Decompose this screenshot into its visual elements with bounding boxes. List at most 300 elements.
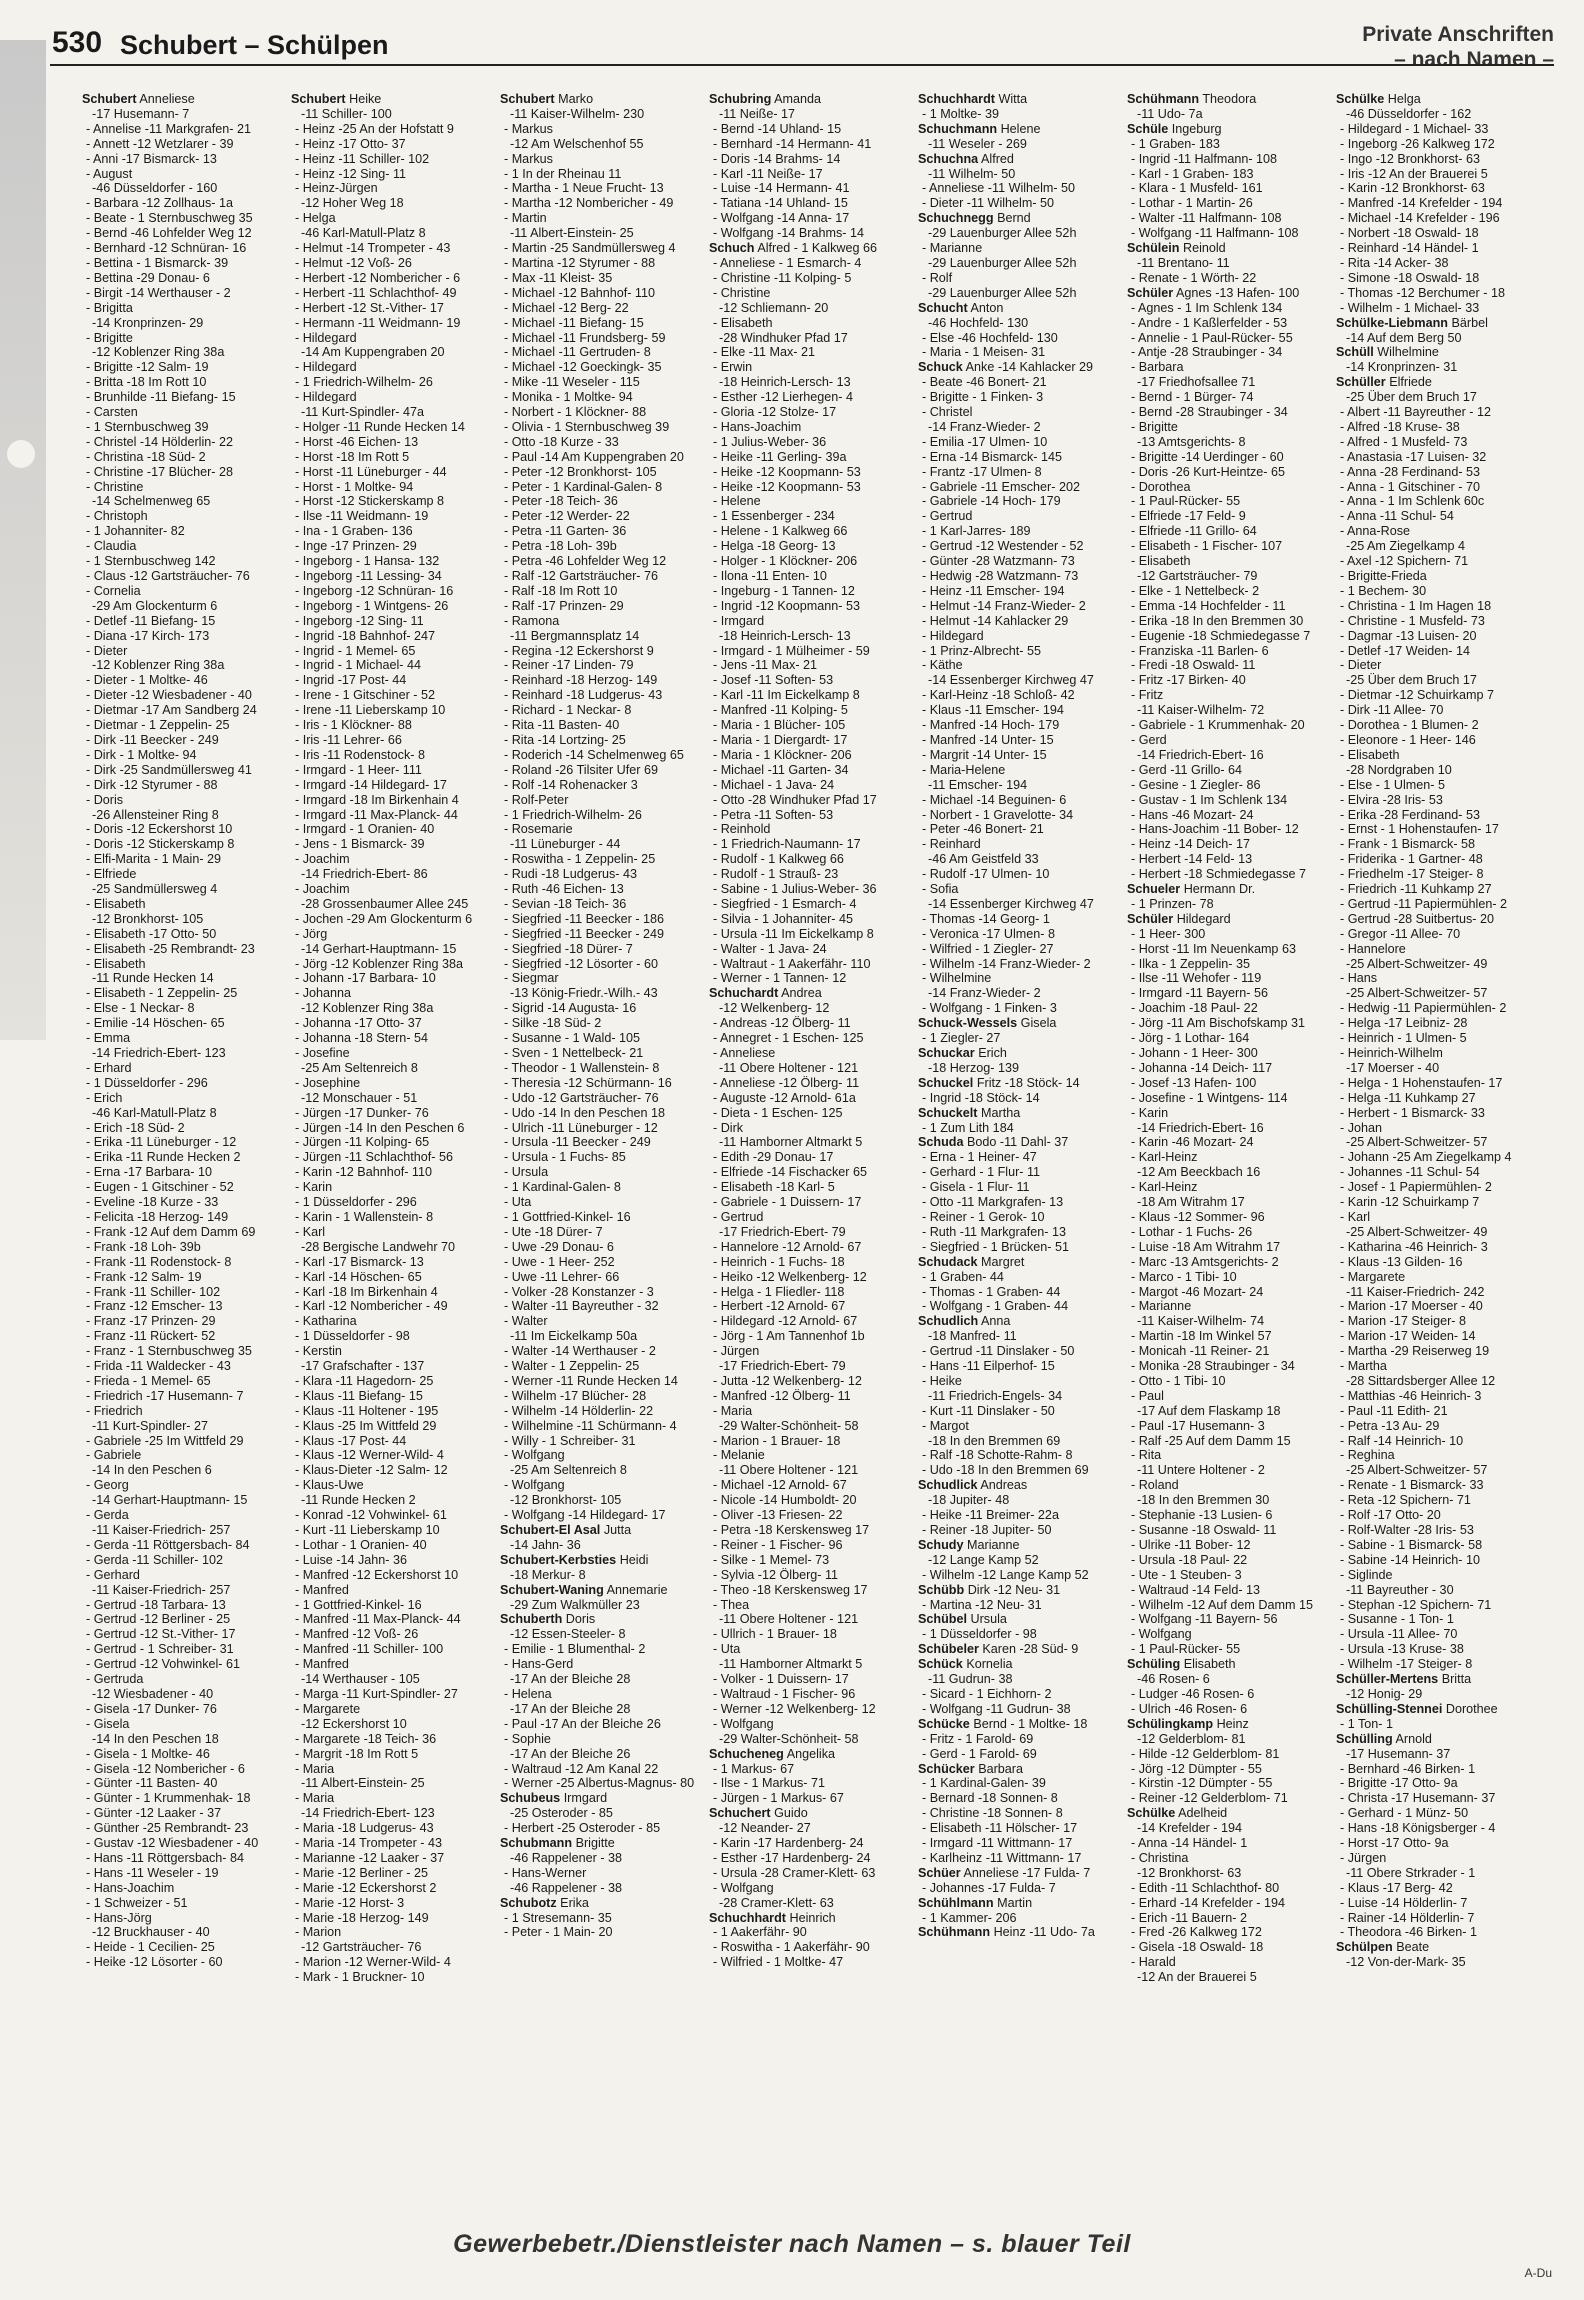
directory-entry bbox=[82, 1344, 287, 1359]
directory-entry bbox=[1127, 897, 1332, 912]
directory-entry bbox=[1336, 1240, 1541, 1255]
entry-text: - Ursula -11 Allee- 70 bbox=[1340, 1627, 1458, 1642]
entry-text: - Gerhard - 1 Flur- 11 bbox=[922, 1165, 1041, 1180]
directory-entry bbox=[918, 450, 1123, 465]
directory-entry bbox=[500, 986, 705, 1001]
directory-entry bbox=[1127, 971, 1332, 986]
entry-text: - Jörg -12 Dümpter - 55 bbox=[1131, 1761, 1262, 1776]
entry-text: - Uta bbox=[713, 1642, 741, 1657]
directory-entry bbox=[1127, 808, 1332, 823]
directory-entry bbox=[500, 211, 705, 226]
entry-surname: Schubert bbox=[82, 92, 137, 106]
directory-entry bbox=[82, 122, 287, 137]
directory-entry bbox=[500, 1627, 705, 1642]
directory-entry bbox=[1336, 1299, 1541, 1314]
directory-entry bbox=[82, 957, 287, 972]
directory-entry bbox=[1127, 1180, 1332, 1195]
directory-entry bbox=[500, 688, 705, 703]
entry-text: -12 Gartsträucher- 79 bbox=[1137, 569, 1258, 583]
directory-entry bbox=[82, 450, 287, 465]
entry-text: -11 Gudrun- 38 bbox=[928, 1672, 1013, 1687]
directory-entry bbox=[291, 882, 496, 897]
entry-text: - Gertrud - 1 Schreiber- 31 bbox=[86, 1642, 234, 1657]
directory-entry bbox=[1336, 1210, 1541, 1225]
entry-text: - Gerda -11 Röttgersbach- 84 bbox=[86, 1537, 250, 1552]
directory-entry bbox=[291, 1762, 496, 1777]
directory-entry bbox=[82, 1538, 287, 1553]
directory-entry bbox=[500, 1896, 705, 1911]
entry-text: - Wolfgang bbox=[1131, 1627, 1192, 1642]
entry-text: - Karin -46 Mozart- 24 bbox=[1131, 1135, 1254, 1150]
entry-text: -12 Koblenzer Ring 38a bbox=[92, 658, 225, 673]
entry-text: - Karin - 1 Wallenstein- 8 bbox=[295, 1209, 434, 1224]
directory-entry bbox=[291, 256, 496, 271]
entry-text: - Rudolf -17 Ulmen- 10 bbox=[922, 867, 1050, 882]
entry-text: -14 Krefelder - 194 bbox=[1137, 1821, 1243, 1836]
entry-text: - Hedwig -28 Watzmann- 73 bbox=[922, 569, 1079, 583]
directory-entry bbox=[82, 673, 287, 688]
entry-text: - Werner -25 Albertus-Magnus- 80 bbox=[504, 1776, 695, 1791]
entry-text: - Wilhelm -14 Hölderlin- 22 bbox=[504, 1403, 654, 1418]
entry-text: - Siglinde bbox=[1340, 1567, 1393, 1582]
directory-entry bbox=[500, 480, 705, 495]
directory-entry bbox=[709, 957, 914, 972]
entry-text: - Wilhelmine -11 Schürmann- 4 bbox=[504, 1418, 677, 1433]
directory-entry bbox=[1127, 1448, 1332, 1463]
directory-entry bbox=[1127, 286, 1332, 301]
entry-text: -11 Schiller- 100 bbox=[301, 106, 392, 121]
directory-entry bbox=[709, 1612, 914, 1627]
entry-text: Ingeburg bbox=[1171, 121, 1222, 136]
directory-entry bbox=[709, 1568, 914, 1583]
entry-text: - Rolf -17 Otto- 20 bbox=[1340, 1508, 1441, 1523]
directory-entry bbox=[500, 1523, 705, 1538]
directory-entry bbox=[500, 137, 705, 152]
entry-text: - Albert -11 Bayreuther - 12 bbox=[1340, 405, 1491, 420]
directory-entry bbox=[709, 316, 914, 331]
directory-entry bbox=[1336, 1508, 1541, 1523]
directory-entry bbox=[500, 703, 705, 718]
entry-text: - Heike -12 Lösorter - 60 bbox=[86, 1955, 223, 1970]
directory-entry bbox=[500, 1478, 705, 1493]
entry-text: - Ingeborg -12 Sing- 11 bbox=[295, 613, 424, 628]
entry-text: - Gerda -11 Schiller- 102 bbox=[86, 1552, 223, 1567]
entry-text: - Brigitta bbox=[86, 300, 133, 315]
entry-surname: Schubmann bbox=[500, 1836, 573, 1851]
directory-entry bbox=[82, 1851, 287, 1866]
entry-text: - Erika -11 Runde Hecken 2 bbox=[86, 1150, 241, 1165]
footer-code: A-Du bbox=[1524, 2266, 1552, 2280]
entry-text: - Hedwig -11 Papiermühlen- 2 bbox=[1340, 1001, 1507, 1016]
directory-entry bbox=[918, 1627, 1123, 1642]
entry-text: - Michael -12 Bahnhof- 110 bbox=[504, 285, 655, 300]
entry-text: - Frank -11 Rodenstock- 8 bbox=[86, 1254, 232, 1269]
entry-text: -12 Honig- 29 bbox=[1346, 1686, 1423, 1701]
directory-entry bbox=[1336, 554, 1541, 569]
entry-text: - Wilhelm -14 Franz-Wieder- 2 bbox=[922, 956, 1091, 971]
entry-text: - Martin bbox=[504, 211, 547, 226]
directory-entry bbox=[82, 1672, 287, 1687]
directory-entry bbox=[1336, 241, 1541, 256]
entry-text: -11 Untere Holtener - 2 bbox=[1137, 1463, 1265, 1478]
directory-entry bbox=[1127, 1955, 1332, 1970]
directory-entry bbox=[500, 301, 705, 316]
entry-text: - Manfred -11 Kolping- 5 bbox=[713, 703, 848, 718]
entry-text: - Rainer -14 Hölderlin- 7 bbox=[1340, 1910, 1475, 1925]
directory-entry bbox=[918, 942, 1123, 957]
directory-entry bbox=[1336, 1940, 1541, 1955]
directory-entry bbox=[709, 196, 914, 211]
entry-text: - Gisela - 1 Moltke- 46 bbox=[86, 1746, 210, 1761]
directory-entry bbox=[1127, 912, 1332, 927]
punch-hole bbox=[7, 440, 35, 468]
directory-entry bbox=[291, 211, 496, 226]
directory-entry bbox=[291, 1657, 496, 1672]
entry-text: - Gabriele bbox=[86, 1448, 142, 1463]
entry-text: Dorothee bbox=[1445, 1701, 1498, 1716]
directory-entry bbox=[918, 1851, 1123, 1866]
directory-entry bbox=[1336, 1836, 1541, 1851]
entry-text: -29 Lauenburger Allee 52h bbox=[928, 285, 1077, 300]
directory-entry bbox=[500, 971, 705, 986]
entry-text: - Heike -12 Koopmann- 53 bbox=[713, 464, 861, 479]
directory-entry bbox=[82, 92, 287, 107]
directory-entry bbox=[1336, 286, 1541, 301]
entry-text: - Jörg bbox=[295, 926, 328, 941]
entry-text: - Klaus -11 Holtener - 195 bbox=[295, 1403, 439, 1418]
entry-text: - Luise -14 Hermann- 41 bbox=[713, 181, 850, 196]
entry-text: - 1 Sternbuschweg 39 bbox=[86, 419, 209, 434]
entry-text: - Sigrid -14 Augusta- 16 bbox=[504, 1001, 637, 1016]
directory-entry bbox=[291, 793, 496, 808]
directory-entry bbox=[82, 1061, 287, 1076]
entry-text: - Marianne -12 Laaker - 37 bbox=[295, 1850, 445, 1865]
directory-entry bbox=[82, 480, 287, 495]
entry-text: - Karl-Heinz bbox=[1131, 1180, 1198, 1195]
entry-text: - Siegfried -11 Beecker - 186 bbox=[504, 911, 665, 926]
directory-entry bbox=[82, 1598, 287, 1613]
entry-surname: Schueler bbox=[1127, 882, 1181, 897]
entry-text: - Ilona -11 Enten- 10 bbox=[713, 569, 827, 583]
entry-surname: Schübb bbox=[918, 1582, 965, 1597]
entry-text: - Anna-Rose bbox=[1340, 524, 1411, 539]
entry-text: -14 Gerhart-Hauptmann- 15 bbox=[92, 1493, 248, 1508]
entry-text: -18 Heinrich-Lersch- 13 bbox=[719, 628, 851, 643]
entry-surname: Schüer bbox=[918, 1865, 961, 1880]
directory-entry bbox=[500, 1538, 705, 1553]
directory-entry bbox=[709, 599, 914, 614]
entry-surname: Schuck-Wessels bbox=[918, 1016, 1018, 1031]
entry-text: - Jürgen bbox=[1340, 1850, 1387, 1865]
entry-text: - Reta -12 Spichern- 71 bbox=[1340, 1493, 1471, 1508]
directory-entry bbox=[918, 1732, 1123, 1747]
directory-entry bbox=[1336, 1419, 1541, 1434]
directory-entry bbox=[1127, 1389, 1332, 1404]
entry-text: -11 Obere Holtener - 121 bbox=[719, 1060, 859, 1075]
entry-text: - Beate -46 Bonert- 21 bbox=[922, 375, 1047, 390]
entry-text: - Ruth -46 Eichen- 13 bbox=[504, 882, 624, 897]
directory-entry bbox=[1127, 1702, 1332, 1717]
directory-entry bbox=[500, 122, 705, 137]
directory-entry bbox=[709, 1478, 914, 1493]
entry-surname: Schubert-El Asal bbox=[500, 1523, 601, 1537]
directory-entry bbox=[291, 1642, 496, 1657]
entry-text: - Else - 1 Neckar- 8 bbox=[86, 1001, 195, 1016]
directory-entry bbox=[291, 1821, 496, 1836]
entry-text: - Ursula -11 Beecker - 249 bbox=[504, 1135, 651, 1150]
directory-entry bbox=[291, 688, 496, 703]
entry-text: - Karl -17 Bismarck- 13 bbox=[295, 1254, 424, 1269]
directory-entry bbox=[291, 1344, 496, 1359]
entry-text: - Hildegard bbox=[295, 360, 357, 375]
directory-entry bbox=[291, 808, 496, 823]
directory-entry bbox=[1127, 271, 1332, 286]
entry-text: Heike bbox=[349, 92, 382, 106]
entry-text: - Jens - 1 Bismarck- 39 bbox=[295, 837, 425, 852]
entry-text: - Ingeburg - 1 Tannen- 12 bbox=[713, 583, 855, 598]
directory-entry bbox=[709, 1702, 914, 1717]
entry-text: - Reiner -17 Linden- 79 bbox=[504, 658, 634, 673]
entry-text: -11 Udo- 7a bbox=[1137, 106, 1203, 121]
entry-text: - Monika - 1 Moltke- 94 bbox=[504, 390, 633, 405]
directory-entry bbox=[709, 375, 914, 390]
entry-text: - Werner -12 Welkenberg- 12 bbox=[713, 1701, 876, 1716]
entry-text: - Christa -17 Husemann- 37 bbox=[1340, 1791, 1496, 1806]
entry-text: - Klara -11 Hagedorn- 25 bbox=[295, 1373, 434, 1388]
directory-entry bbox=[291, 1046, 496, 1061]
directory-entry bbox=[1127, 1732, 1332, 1747]
directory-entry bbox=[291, 703, 496, 718]
directory-entry bbox=[709, 1210, 914, 1225]
entry-text: - Klara - 1 Musfeld- 161 bbox=[1131, 181, 1263, 196]
directory-entry bbox=[709, 927, 914, 942]
directory-entry bbox=[1127, 435, 1332, 450]
entry-text: - Michael -14 Beguinen- 6 bbox=[922, 792, 1067, 807]
entry-text: Kornelia bbox=[966, 1657, 1013, 1672]
directory-entry bbox=[918, 1791, 1123, 1806]
directory-entry bbox=[291, 181, 496, 196]
directory-entry bbox=[1336, 986, 1541, 1001]
entry-text: - Karin -12 Bahnhof- 110 bbox=[295, 1165, 432, 1180]
directory-entry bbox=[1127, 1925, 1332, 1940]
directory-entry bbox=[918, 1747, 1123, 1762]
entry-text: -11 Obere Strkrader - 1 bbox=[1346, 1865, 1476, 1880]
entry-text: - Reinhold bbox=[713, 822, 771, 837]
entry-text: -11 Obere Holtener - 121 bbox=[719, 1463, 859, 1478]
directory-entry bbox=[500, 1598, 705, 1613]
directory-entry bbox=[1336, 1270, 1541, 1285]
entry-text: - Paul -11 Edith- 21 bbox=[1340, 1403, 1448, 1418]
entry-text: - Reinhard -18 Herzog- 149 bbox=[504, 673, 658, 688]
entry-text: - Helmut -14 Franz-Wieder- 2 bbox=[922, 598, 1086, 613]
directory-entry bbox=[291, 971, 496, 986]
entry-text: - Waltraud - 1 Fischer- 96 bbox=[713, 1686, 856, 1701]
entry-text: - Ramona bbox=[504, 613, 560, 628]
directory-entry bbox=[500, 1463, 705, 1478]
entry-text: -18 In den Bremmen 69 bbox=[928, 1433, 1061, 1448]
directory-entry bbox=[709, 808, 914, 823]
directory-entry bbox=[709, 822, 914, 837]
entry-text: -11 Kaiser-Wilhelm- 72 bbox=[1137, 703, 1265, 718]
directory-entry bbox=[500, 1448, 705, 1463]
directory-entry bbox=[500, 1329, 705, 1344]
entry-text: - Holger - 1 Klöckner- 206 bbox=[713, 554, 858, 569]
directory-entry bbox=[709, 644, 914, 659]
entry-text: - Karin bbox=[295, 1180, 333, 1195]
entry-text: - Helmut -14 Kahlacker 29 bbox=[922, 613, 1069, 628]
entry-text: - 1 Essenberger - 234 bbox=[713, 509, 835, 524]
entry-text: - Walter bbox=[504, 1314, 548, 1329]
entry-text: - Friedrich -11 Kuhkamp 27 bbox=[1340, 882, 1492, 897]
directory-entry bbox=[709, 92, 914, 107]
entry-text: - August bbox=[86, 166, 133, 181]
entry-text: - Luise -14 Jahn- 36 bbox=[295, 1552, 408, 1567]
directory-entry bbox=[1336, 1612, 1541, 1627]
entry-text: - Stephan -12 Spichern- 71 bbox=[1340, 1597, 1492, 1612]
entry-text: Margret bbox=[981, 1254, 1025, 1269]
entry-text: - Christel -14 Hölderlin- 22 bbox=[86, 434, 233, 449]
entry-text: Anna bbox=[981, 1314, 1011, 1329]
entry-text: - Klaus-Dieter -12 Salm- 12 bbox=[295, 1463, 448, 1478]
entry-text: -29 Am Glockenturm 6 bbox=[92, 598, 218, 613]
entry-surname: Schucht bbox=[918, 300, 968, 315]
directory-entry bbox=[918, 599, 1123, 614]
entry-text: Elfriede bbox=[1389, 375, 1432, 390]
entry-text: Martin bbox=[997, 1895, 1033, 1910]
directory-entry bbox=[918, 1523, 1123, 1538]
entry-text: - Margot -46 Mozart- 24 bbox=[1131, 1284, 1264, 1299]
directory-entry bbox=[291, 1791, 496, 1806]
entry-text: - Klaus -17 Berg- 42 bbox=[1340, 1880, 1453, 1895]
directory-entry bbox=[291, 718, 496, 733]
entry-text: -12 Bronkhorst- 105 bbox=[510, 1493, 622, 1508]
directory-entry bbox=[291, 673, 496, 688]
entry-text: - Klaus -12 Sommer- 96 bbox=[1131, 1209, 1265, 1224]
directory-entry bbox=[1127, 673, 1332, 688]
directory-entry bbox=[1127, 1225, 1332, 1240]
directory-entry bbox=[500, 316, 705, 331]
directory-entry bbox=[1336, 1568, 1541, 1583]
directory-entry bbox=[500, 1061, 705, 1076]
entry-text: - Silke -18 Süd- 2 bbox=[504, 1016, 602, 1031]
entry-text: - Erna - 1 Heiner- 47 bbox=[922, 1150, 1037, 1165]
entry-text: - Helmut -12 Voß- 26 bbox=[295, 255, 412, 270]
directory-entry bbox=[291, 345, 496, 360]
directory-entry bbox=[709, 137, 914, 152]
entry-text: - Udo -14 In den Peschen 18 bbox=[504, 1105, 666, 1120]
directory-entry bbox=[1336, 1165, 1541, 1180]
directory-entry bbox=[918, 584, 1123, 599]
entry-text: - Theodor - 1 Wallenstein- 8 bbox=[504, 1060, 660, 1075]
entry-text: - Peter - 1 Main- 20 bbox=[504, 1925, 613, 1940]
entry-text: - 1 Moltke- 39 bbox=[922, 106, 999, 121]
directory-entry bbox=[918, 1076, 1123, 1091]
directory-entry bbox=[709, 1016, 914, 1031]
directory-entry bbox=[1127, 822, 1332, 837]
directory-entry bbox=[500, 465, 705, 480]
entry-text: - 1 Friedrich-Naumann- 17 bbox=[713, 837, 861, 852]
entry-text: - Veronica -17 Ulmen- 8 bbox=[922, 926, 1055, 941]
directory-entry bbox=[291, 986, 496, 1001]
entry-text: - Ingeborg -12 Schnüran- 16 bbox=[295, 583, 454, 598]
entry-text: - Maria - 1 Meisen- 31 bbox=[922, 345, 1046, 360]
entry-text: - Thea bbox=[713, 1597, 750, 1612]
directory-entry bbox=[82, 1225, 287, 1240]
directory-entry bbox=[1127, 1687, 1332, 1702]
entry-text: - Axel -12 Spichern- 71 bbox=[1340, 554, 1469, 569]
entry-text: Hermann Dr. bbox=[1183, 882, 1256, 897]
directory-entry bbox=[1127, 167, 1332, 182]
directory-entry bbox=[918, 1448, 1123, 1463]
directory-entry bbox=[82, 1240, 287, 1255]
directory-entry bbox=[1127, 1672, 1332, 1687]
entry-text: - Hans -11 Eilperhof- 15 bbox=[922, 1359, 1055, 1374]
directory-entry bbox=[1336, 1762, 1541, 1777]
entry-text: - Manfred bbox=[295, 1582, 349, 1597]
directory-entry bbox=[82, 912, 287, 927]
entry-text: -29 Zum Walkmüller 23 bbox=[510, 1597, 640, 1612]
entry-text: - Ursula - 1 Fuchs- 85 bbox=[504, 1150, 626, 1165]
entry-text: Agnes -13 Hafen- 100 bbox=[1176, 285, 1300, 300]
entry-text: - Jörg - 1 Am Tannenhof 1b bbox=[713, 1329, 865, 1344]
entry-text: - Auguste -12 Arnold- 61a bbox=[713, 1090, 856, 1105]
directory-entry bbox=[918, 1389, 1123, 1404]
entry-text: -14 Friedrich-Ebert- 123 bbox=[92, 1046, 226, 1060]
entry-text: - Heike -11 Gerling- 39a bbox=[713, 449, 847, 464]
directory-entry bbox=[1127, 1657, 1332, 1672]
entry-text: - Michael -12 Berg- 22 bbox=[504, 300, 629, 315]
entry-text: - Gisela -12 Nombericher - 6 bbox=[86, 1761, 245, 1776]
entry-text: - Wilhelmine bbox=[922, 971, 992, 986]
entry-surname: Schuchardt bbox=[709, 986, 779, 1001]
directory-entry bbox=[82, 554, 287, 569]
directory-entry bbox=[291, 1478, 496, 1493]
directory-entry bbox=[1336, 658, 1541, 673]
directory-entry bbox=[82, 196, 287, 211]
directory-entry bbox=[1127, 92, 1332, 107]
directory-entry bbox=[1127, 480, 1332, 495]
directory-entry bbox=[709, 435, 914, 450]
directory-entry bbox=[918, 1881, 1123, 1896]
entry-text: - Margot bbox=[922, 1418, 969, 1433]
entry-text: - Annegret - 1 Eschen- 125 bbox=[713, 1031, 864, 1046]
entry-text: - Ingrid -11 Halfmann- 108 bbox=[1131, 151, 1278, 166]
entry-text: -17 An der Bleiche 26 bbox=[510, 1746, 631, 1761]
directory-entry bbox=[82, 211, 287, 226]
directory-entry bbox=[82, 1687, 287, 1702]
entry-text: - Horst - 1 Moltke- 94 bbox=[295, 479, 414, 494]
entry-text: - Elisabeth bbox=[1340, 747, 1400, 762]
directory-entry bbox=[500, 1657, 705, 1672]
entry-text: -28 Grossenbaumer Allee 245 bbox=[301, 896, 469, 911]
directory-entry bbox=[1127, 1970, 1332, 1985]
directory-entry bbox=[291, 1896, 496, 1911]
entry-text: -11 Kurt-Spindler- 47a bbox=[301, 405, 424, 420]
directory-entry bbox=[1336, 1821, 1541, 1836]
entry-text: - Agnes - 1 Im Schlenk 134 bbox=[1131, 300, 1283, 315]
directory-entry bbox=[82, 539, 287, 554]
directory-entry bbox=[918, 1195, 1123, 1210]
entry-text: - Hannelore bbox=[1340, 941, 1406, 956]
directory-entry bbox=[709, 256, 914, 271]
directory-entry bbox=[291, 942, 496, 957]
entry-text: - Brigitte - 1 Finken- 3 bbox=[922, 390, 1044, 405]
directory-entry bbox=[918, 286, 1123, 301]
entry-text: - Wilfried - 1 Ziegler- 27 bbox=[922, 941, 1054, 956]
entry-text: - Maria -14 Trompeter - 43 bbox=[295, 1836, 442, 1851]
directory-entry bbox=[1127, 375, 1332, 390]
entry-text: - Sicard - 1 Eichhorn- 2 bbox=[922, 1686, 1052, 1701]
